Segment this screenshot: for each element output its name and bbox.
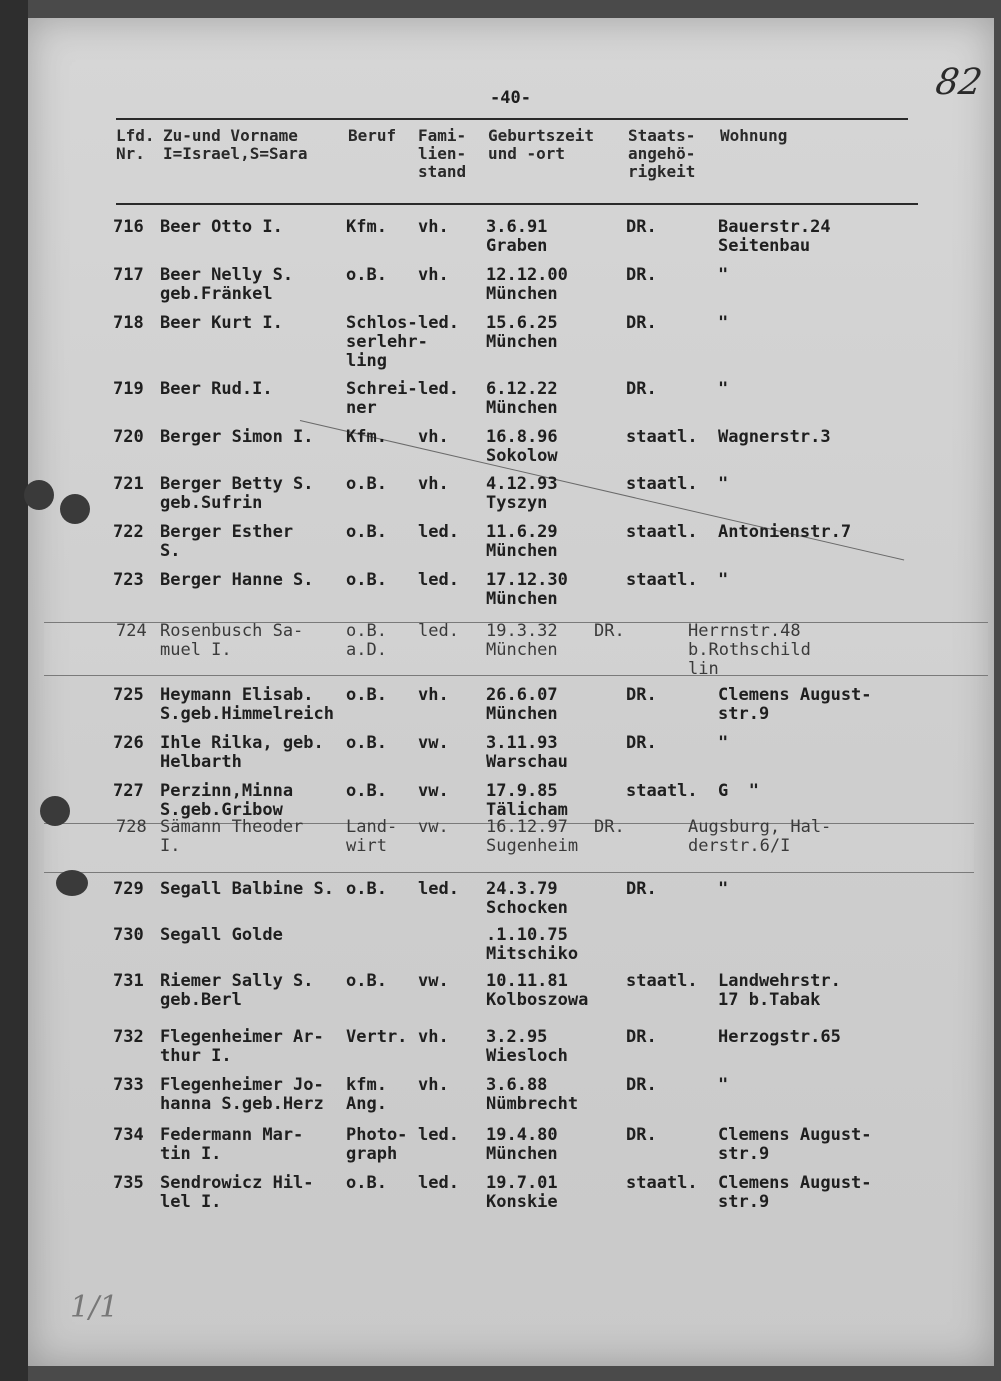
cell-staat: staatl. — [626, 570, 698, 590]
cell-name: Segall Golde — [160, 925, 283, 945]
cell-geb: 3.2.95 Wiesloch — [486, 1027, 568, 1066]
cell-fam: led. — [418, 522, 459, 542]
table-row — [0, 313, 1001, 371]
cell-name: Perzinn,Minna S.geb.Gribow — [160, 781, 294, 820]
cell-nr: 727 — [113, 781, 144, 801]
table-row — [0, 218, 1001, 258]
column-header-wohnung: Wohnung — [720, 126, 788, 145]
column-header-beruf: Beruf — [348, 126, 397, 145]
cell-beruf: o.B. — [346, 879, 387, 899]
cell-geb: 12.12.00 München — [486, 265, 568, 304]
cell-geb: 3.6.91 Graben — [486, 217, 548, 256]
table-row — [0, 1126, 1001, 1166]
cell-fam: vh. — [418, 217, 449, 237]
cell-name: Segall Balbine S. — [160, 879, 334, 899]
cell-nr: 728 — [116, 817, 147, 837]
cell-geb: 17.9.85 Tälicham — [486, 781, 568, 820]
folio-number: 82 — [933, 62, 985, 103]
cell-geb: 11.6.29 München — [486, 522, 558, 561]
cell-staat: staatl. — [626, 427, 698, 447]
cell-beruf: Schlos- serlehr- ling — [346, 313, 428, 371]
column-header-name: Zu-und Vorname I=Israel,S=Sara — [163, 126, 308, 163]
cell-name: Beer Otto I. — [160, 217, 283, 237]
cell-fam: vh. — [418, 685, 449, 705]
cell-wohnung: G " — [718, 781, 759, 801]
cell-wohnung: Clemens August- str.9 — [718, 1173, 872, 1212]
cell-nr: 720 — [113, 427, 144, 447]
cell-nr: 735 — [113, 1173, 144, 1193]
cell-fam: vh. — [418, 265, 449, 285]
cell-nr: 721 — [113, 474, 144, 494]
cell-staat: staatl. — [626, 781, 698, 801]
cell-geb: 24.3.79 Schocken — [486, 879, 568, 918]
table-row — [0, 428, 1001, 468]
cell-beruf: o.B. a.D. — [346, 621, 387, 660]
cell-geb: 3.11.93 Warschau — [486, 733, 568, 772]
cell-fam: vw. — [418, 781, 449, 801]
cell-beruf: Kfm. — [346, 217, 387, 237]
cell-geb: 10.11.81 Kolboszowa — [486, 971, 589, 1010]
cell-nr: 722 — [113, 522, 144, 542]
cell-nr: 726 — [113, 733, 144, 753]
cell-geb: 17.12.30 München — [486, 570, 568, 609]
cell-name: Riemer Sally S. geb.Berl — [160, 971, 314, 1010]
header-bottom-rule — [116, 203, 918, 205]
cell-wohnung: Herzogstr.65 — [718, 1027, 841, 1047]
table-row — [0, 1028, 1001, 1068]
cell-wohnung: Wagnerstr.3 — [718, 427, 831, 447]
column-header-nr: Lfd. Nr. — [116, 126, 155, 163]
cell-staat: DR. — [626, 1125, 657, 1145]
cell-name: Sendrowicz Hil- lel I. — [160, 1173, 314, 1212]
cell-beruf: Photo- graph — [346, 1125, 408, 1164]
cell-beruf: kfm. Ang. — [346, 1075, 387, 1114]
cell-fam: led. — [418, 1173, 459, 1193]
cell-fam: vw. — [418, 971, 449, 991]
column-header-familienstand: Fami- lien- stand — [418, 126, 467, 181]
cell-name: Berger Hanne S. — [160, 570, 314, 590]
cell-geb: 6.12.22 München — [486, 379, 558, 418]
cell-beruf: o.B. — [346, 733, 387, 753]
cell-fam: vh. — [418, 1075, 449, 1095]
cell-beruf: o.B. — [346, 971, 387, 991]
cell-beruf: o.B. — [346, 474, 387, 494]
cell-nr: 731 — [113, 971, 144, 991]
cell-staat: staatl. — [626, 474, 698, 494]
cell-nr: 716 — [113, 217, 144, 237]
cell-name: Flegenheimer Jo- hanna S.geb.Herz — [160, 1075, 324, 1114]
table-row — [0, 734, 1001, 774]
cell-fam: led. — [418, 379, 459, 399]
cell-nr: 734 — [113, 1125, 144, 1145]
cell-wohnung: Bauerstr.24 Seitenbau — [718, 217, 831, 256]
cell-staat: staatl. — [626, 971, 698, 991]
cell-wohnung: " — [718, 570, 729, 590]
cell-fam: led. — [418, 1125, 459, 1145]
punch-hole-1 — [24, 480, 54, 510]
cell-wohnung: " — [718, 1075, 729, 1095]
cell-staat: DR. — [626, 879, 657, 899]
table-row — [0, 686, 1001, 726]
cell-wohnung: " — [718, 379, 729, 399]
cell-fam: led. — [418, 313, 459, 333]
cell-fam: led. — [418, 621, 459, 641]
cell-staat: staatl. — [626, 1173, 698, 1193]
cell-staat: DR. — [626, 733, 657, 753]
header-top-rule — [116, 118, 908, 120]
cell-wohnung: Clemens August- str.9 — [718, 685, 872, 724]
cell-geb: 4.12.93 Tyszyn — [486, 474, 558, 513]
punch-hole-4 — [56, 870, 88, 896]
cell-staat: DR. — [594, 817, 625, 837]
cell-wohnung: " — [718, 879, 729, 899]
cell-nr: 729 — [113, 879, 144, 899]
table-row — [0, 782, 1001, 822]
cell-name: Rosenbusch Sa- muel I. — [160, 621, 304, 660]
cell-staat: DR. — [626, 313, 657, 333]
cell-staat: DR. — [626, 265, 657, 285]
cell-geb: 16.12.97 Sugenheim — [486, 817, 579, 856]
cell-wohnung: Clemens August- str.9 — [718, 1125, 872, 1164]
cell-fam: vw. — [418, 817, 449, 837]
table-row — [0, 926, 1001, 966]
table-row — [0, 523, 1001, 563]
cell-wohnung: Augsburg, Hal- derstr.6/I — [688, 817, 832, 856]
cell-beruf: o.B. — [346, 265, 387, 285]
cell-beruf: Kfm. — [346, 427, 387, 447]
cell-fam: led. — [418, 570, 459, 590]
cell-geb: 16.8.96 Sokolow — [486, 427, 558, 466]
table-row — [0, 475, 1001, 515]
column-header-geburt: Geburtszeit und -ort — [488, 126, 594, 163]
cell-wohnung: " — [718, 474, 729, 494]
punch-hole-2 — [60, 494, 90, 524]
cell-nr: 723 — [113, 570, 144, 590]
page-number: -40- — [490, 88, 531, 108]
cell-beruf: Land- wirt — [346, 817, 398, 856]
cell-beruf: o.B. — [346, 781, 387, 801]
cell-name: Federmann Mar- tin I. — [160, 1125, 304, 1164]
cell-nr: 733 — [113, 1075, 144, 1095]
cell-beruf: Schrei- ner — [346, 379, 418, 418]
cell-name: Ihle Rilka, geb. Helbarth — [160, 733, 324, 772]
cell-geb: 15.6.25 München — [486, 313, 558, 352]
cell-fam: led. — [418, 879, 459, 899]
cell-fam: vw. — [418, 733, 449, 753]
pencil-mark: 1/1 — [70, 1290, 119, 1325]
cell-beruf: o.B. — [346, 685, 387, 705]
cell-wohnung: Herrnstr.48 b.Rothschild lin — [688, 621, 811, 679]
cell-nr: 725 — [113, 685, 144, 705]
cell-fam: vh. — [418, 427, 449, 447]
table-row — [0, 266, 1001, 306]
cell-fam: vh. — [418, 1027, 449, 1047]
cell-wohnung: Antonienstr.7 — [718, 522, 852, 542]
cell-staat: staatl. — [626, 522, 698, 542]
cell-beruf: o.B. — [346, 1173, 387, 1193]
cell-wohnung: Landwehrstr. 17 b.Tabak — [718, 971, 841, 1010]
table-row — [0, 818, 1001, 858]
cell-staat: DR. — [626, 379, 657, 399]
cell-nr: 732 — [113, 1027, 144, 1047]
cell-name: Berger Esther S. — [160, 522, 294, 561]
column-header-staat: Staats- angehö- rigkeit — [628, 126, 696, 181]
cell-wohnung: " — [718, 733, 729, 753]
cell-nr: 718 — [113, 313, 144, 333]
cell-nr: 719 — [113, 379, 144, 399]
cell-beruf: Vertr. — [346, 1027, 408, 1047]
cell-wohnung: " — [718, 265, 729, 285]
cell-fam: vh. — [418, 474, 449, 494]
table-row — [0, 1174, 1001, 1214]
table-row — [0, 571, 1001, 611]
cell-geb: 3.6.88 Nümbrecht — [486, 1075, 579, 1114]
cell-staat: DR. — [626, 217, 657, 237]
punch-hole-3 — [40, 796, 70, 826]
cell-geb: .1.10.75 Mitschiko — [486, 925, 579, 964]
cell-staat: DR. — [594, 621, 625, 641]
cell-geb: 26.6.07 München — [486, 685, 558, 724]
cell-geb: 19.7.01 Konskie — [486, 1173, 558, 1212]
table-row — [0, 1076, 1001, 1116]
cell-name: Beer Nelly S. geb.Fränkel — [160, 265, 294, 304]
table-row — [0, 621, 1001, 679]
cell-nr: 717 — [113, 265, 144, 285]
cell-beruf: o.B. — [346, 570, 387, 590]
cell-nr: 730 — [113, 925, 144, 945]
cell-staat: DR. — [626, 1027, 657, 1047]
cell-name: Flegenheimer Ar- thur I. — [160, 1027, 324, 1066]
cell-name: Berger Betty S. geb.Sufrin — [160, 474, 314, 513]
cell-staat: DR. — [626, 1075, 657, 1095]
cell-wohnung: " — [718, 313, 729, 333]
table-row — [0, 972, 1001, 1012]
cell-name: Sämann Theoder I. — [160, 817, 304, 856]
cell-nr: 724 — [116, 621, 147, 641]
cell-name: Beer Rud.I. — [160, 379, 273, 399]
cell-name: Heymann Elisab. S.geb.Himmelreich — [160, 685, 334, 724]
cell-staat: DR. — [626, 685, 657, 705]
cell-name: Berger Simon I. — [160, 427, 314, 447]
table-row — [0, 380, 1001, 420]
cell-beruf: o.B. — [346, 522, 387, 542]
cell-name: Beer Kurt I. — [160, 313, 283, 333]
cell-geb: 19.3.32 München — [486, 621, 558, 660]
table-row — [0, 880, 1001, 920]
cell-geb: 19.4.80 München — [486, 1125, 558, 1164]
